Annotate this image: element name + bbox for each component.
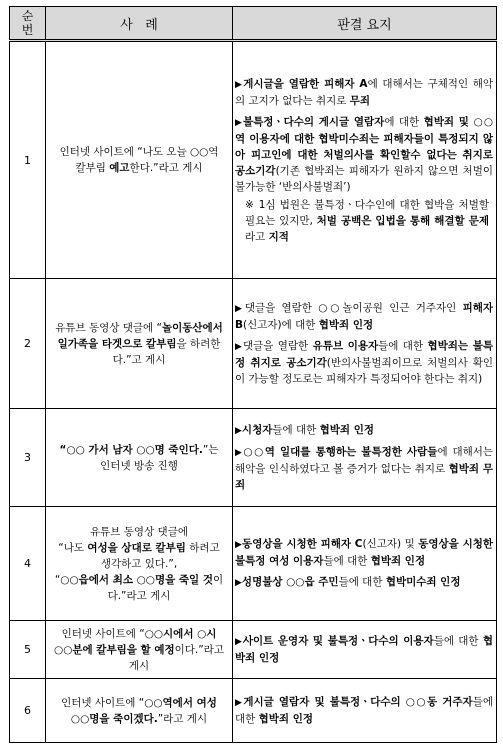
text-segment: (신고자)에 대한 [243, 319, 319, 331]
case-description [46, 41, 233, 279]
bullet-marker: ▶ [235, 540, 243, 550]
text-segment: 댓글을 열람한 ○○놀이공원 인근 거주자인 [244, 302, 463, 314]
bold-text-segment: 예고 [109, 162, 130, 174]
bold-text-segment: 성명불상 ○○읍 주민 [241, 576, 339, 588]
ruling-summary [233, 409, 497, 507]
bold-text-segment: 협박죄 인정 [258, 713, 313, 725]
ruling-note [235, 197, 493, 245]
text-segment: 유튜브 동영상 댓글에 “ [55, 321, 162, 334]
table-row [10, 507, 497, 621]
bold-text-segment: ○○역 일대를 통행하는 불특정한 사람들 [243, 446, 438, 458]
table-row [10, 279, 497, 409]
row-number: 4 [10, 507, 46, 621]
bold-text-segment: 협박죄 무죄 [235, 463, 493, 491]
text-segment: (기존 협박죄는 피해자가 원하지 않으면 처벌이 불가능한 ‘반의사불벌죄’) [235, 164, 493, 193]
bold-text-segment: 지적 [268, 230, 289, 243]
bullet-marker: ▶ [235, 426, 242, 436]
text-segment: 인터넷 사이트에 “나도 오늘 ○○역 칼부림 [59, 146, 219, 174]
text-segment: 들에 대한 [323, 555, 371, 567]
bold-text-segment: 유튜브 이용자 [312, 340, 379, 352]
bold-text-segment: 협박죄 및 ○○역 이용자에 대한 협박미수죄는 피해자들이 특정되지 않아 피고인에 대한 처벌의사를 확인할수 없다는 취지로 공소기각 [235, 115, 494, 177]
ruling-item [235, 633, 493, 666]
text-segment: (신고자) 및 [362, 538, 419, 550]
bold-text-segment: 협박죄 인정 [318, 319, 374, 331]
text-segment: 이다.”라고 게시 [128, 643, 224, 672]
text-segment: 인터넷 사이트에 “ [61, 627, 145, 640]
bold-text-segment: “○○ 가서 남자 ○○명 죽인다. [59, 443, 203, 456]
header-no-text: 순 번 [21, 9, 34, 37]
bold-text-segment: 불특정ㆍ다수의 게시글 열람자 [243, 115, 385, 128]
row-number: 6 [10, 679, 46, 743]
ruling-item [235, 694, 493, 727]
bold-text-segment: 놀이동산에서 일가족을 타겟으로 칼부림 [57, 321, 223, 350]
bullet-marker: ▶ [235, 117, 243, 128]
table-header-row [10, 7, 497, 41]
row-number: 3 [10, 409, 46, 507]
bullet-marker: ▶ [235, 79, 244, 90]
table-row [10, 621, 497, 679]
bullet-marker: ▶ [235, 342, 243, 352]
text-segment: 에 대한 [384, 115, 424, 128]
text-segment: 들에 대한 [433, 635, 483, 647]
text-segment: (반의사불벌죄이므로 처벌의사 확인이 가능할 정도로는 피해자가 특정되어야 한다는 취지) [235, 357, 493, 385]
ruling-summary [233, 679, 497, 743]
text-segment: 이다.”라고 게시 [107, 573, 224, 602]
bold-text-segment: ○○역에서 여성 ○○명을 죽이겠다. [70, 696, 217, 725]
ruling-item [235, 422, 493, 439]
bold-text-segment: 협박죄 인정 [235, 635, 494, 664]
text-segment: ”는 인터넷 방송 진행 [100, 443, 219, 472]
row-number: 2 [10, 279, 46, 409]
ruling-item [235, 444, 493, 493]
bullet-marker: ▶ [235, 698, 244, 708]
text-segment: 한다.”라고 게시 [129, 162, 203, 174]
ruling-item [235, 76, 493, 109]
bold-text-segment: 협박죄 인정 [319, 424, 374, 436]
text-segment: 에 대해서는 구체적인 해악의 고지가 없다는 취지로 [235, 77, 494, 107]
bullet-marker: ▶ [235, 578, 242, 588]
case-description [46, 507, 233, 621]
text-segment: 유튜브 동영상 댓글에 “나도 [58, 525, 188, 554]
case-description [46, 621, 233, 679]
text-segment: 들에 대한 [338, 576, 386, 588]
text-segment: 하려고 생각하고 있다.”, “ [54, 541, 220, 586]
bold-text-segment: 처벌 공백은 입법을 통해 해결할 문제 [316, 214, 489, 227]
text-segment: 들에 대한 [272, 424, 320, 436]
bold-text-segment: 무죄 [349, 94, 371, 107]
bullet-marker: ▶ [235, 448, 244, 458]
bold-text-segment: 게시글을 열람한 피해자 A [243, 77, 368, 90]
text-segment: 라고 [245, 230, 269, 243]
bold-text-segment: 여성을 상대로 칼부림 [87, 541, 186, 554]
ruling-item [235, 338, 493, 387]
bold-text-segment: ○○읍에서 최소 ○○명을 죽일 것 [60, 573, 213, 586]
ruling-item [235, 536, 493, 569]
bold-text-segment: 시청자 [241, 424, 273, 436]
bullet-marker: ▶ [235, 637, 243, 647]
ruling-item [235, 574, 493, 591]
ruling-summary [233, 41, 497, 279]
row-number: 5 [10, 621, 46, 679]
bold-text-segment: 동영상을 시청한 피해자 C [242, 538, 363, 550]
text-segment: 들에 대한 [235, 696, 493, 725]
text-segment: ※ 1심 법원은 불특정ㆍ다수인에 대한 협박을 처벌할 필요는 있지만, [245, 198, 489, 227]
ruling-summary [233, 621, 497, 679]
header-ruling: 판결 요지 [233, 7, 497, 41]
bold-text-segment: 동영상을 시청한 불특정 여성 이용자 [235, 538, 493, 567]
bold-text-segment: 피해자 B [235, 302, 493, 331]
bold-text-segment: ○○시에서 ○시 ○○분에 칼부림을 할 예정 [54, 627, 217, 656]
text-segment: 에 대해서는 해악을 인식하였다고 볼 증거가 없다는 취지로 [235, 446, 494, 475]
case-summary-table-container [9, 6, 496, 743]
bold-text-segment: 협박미수죄 인정 [385, 576, 461, 588]
case-description [46, 679, 233, 743]
ruling-item [235, 114, 493, 195]
text-segment: ”라고 게시 [157, 712, 208, 725]
text-segment: 인터넷 사이트에 “ [61, 696, 145, 709]
case-description [46, 279, 233, 409]
ruling-summary [233, 279, 497, 409]
bold-text-segment: 사이트 운영자 및 불특정ㆍ다수의 이용자 [242, 635, 434, 647]
ruling-item [235, 300, 493, 333]
row-number: 1 [10, 41, 46, 279]
text-segment: 댓글을 열람한 [242, 340, 313, 352]
bold-text-segment: 협박죄는 불특정 취지로 공소기각 [235, 340, 494, 369]
table-row [10, 409, 497, 507]
text-segment: 을 하려한다.”고 게시 [112, 337, 221, 366]
header-no [10, 7, 46, 41]
header-case: 사 례 [46, 7, 233, 41]
bold-text-segment: 협박죄 인정 [370, 555, 426, 567]
case-description [46, 409, 233, 507]
case-summary-table [9, 6, 497, 743]
bullet-marker: ▶ [235, 304, 245, 314]
table-row [10, 679, 497, 743]
text-segment: 들에 대한 [378, 340, 428, 352]
ruling-summary [233, 507, 497, 621]
bold-text-segment: 게시글 열람자 및 불특정ㆍ다수의 ○○동 거주자 [243, 696, 473, 708]
table-row [10, 41, 497, 279]
